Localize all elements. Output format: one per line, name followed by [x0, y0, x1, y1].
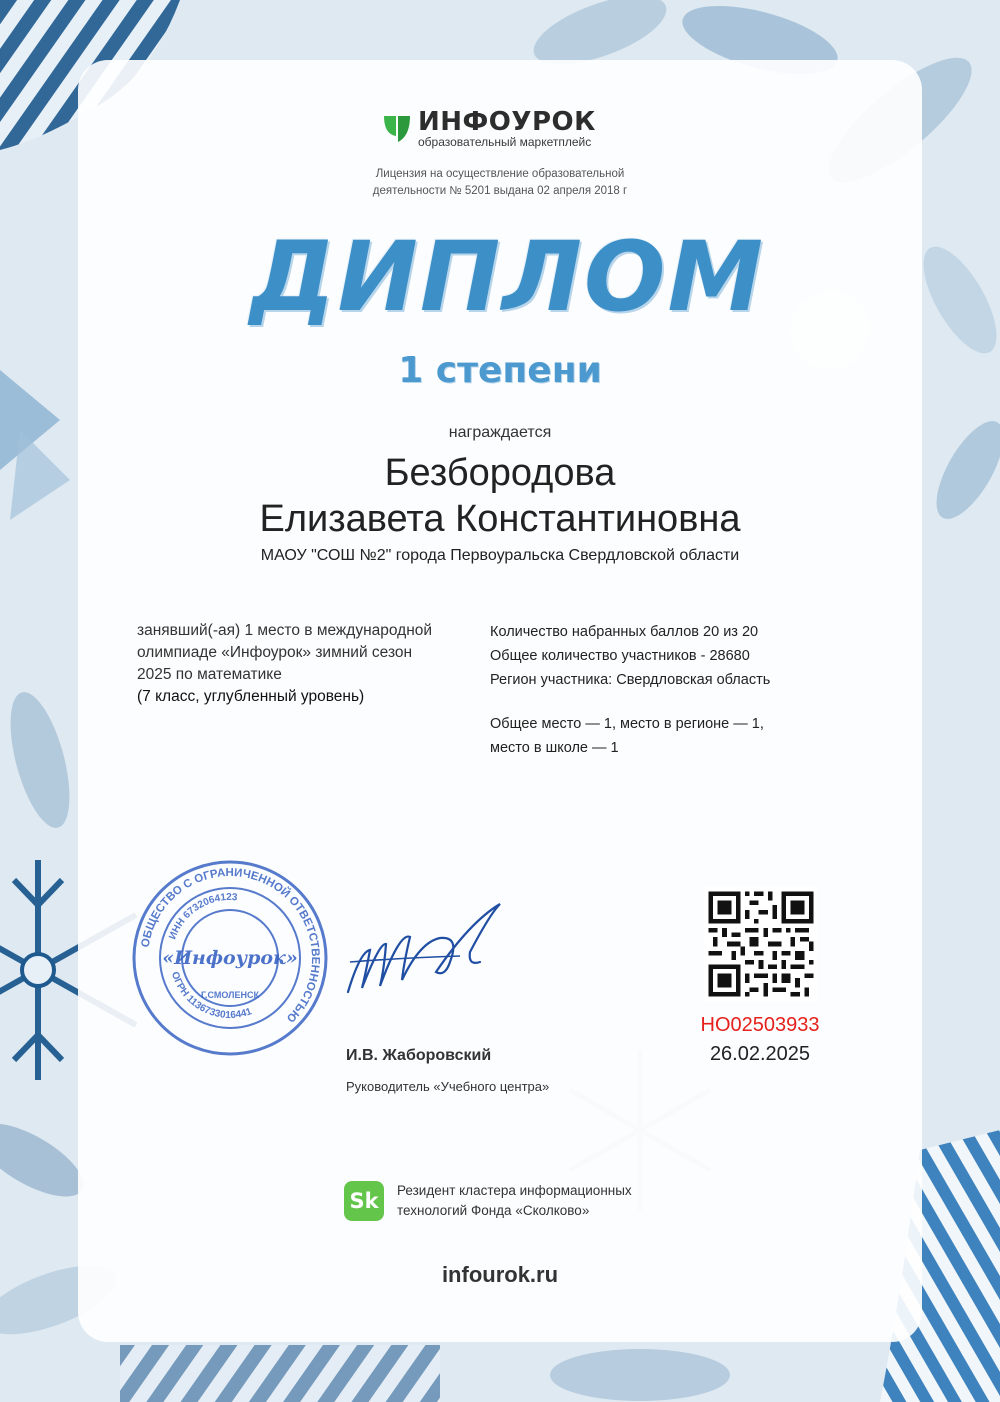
achievement-line-4: (7 класс, углубленный уровень) [137, 688, 365, 705]
svg-text:ИНН 6732064123 [167, 892, 238, 941]
stamp-center: «Инфоурок» [162, 947, 298, 969]
logo-tagline: образовательный маркетплейс [418, 135, 592, 149]
stamp-ogrn: ОГРН 1136733016441 [168, 970, 254, 1022]
infourok-logo [382, 106, 596, 152]
logo-name: ИНФОУРОК [418, 107, 596, 137]
diploma-degree: 1 степени [398, 350, 602, 391]
achievement-line-3: 2025 по математике [137, 666, 282, 683]
participants-line: Общее количество участников - 28680 [490, 648, 750, 664]
region-line: Регион участника: Свердловская область [490, 672, 771, 688]
score-line: Количество набранных баллов 20 из 20 [490, 624, 759, 640]
results-stats [490, 620, 820, 760]
company-stamp [130, 858, 330, 1058]
recipient-school: МАОУ "СОШ №2" города Первоуральска Свердловской области [260, 547, 740, 564]
skolkovo-line-2: технологий Фонда «Сколково» [397, 1203, 590, 1218]
diploma-title: ДИПЛОМ [250, 221, 766, 333]
qr-code[interactable] [704, 887, 818, 1001]
signature [340, 892, 510, 1002]
skolkovo-logo: Sk [344, 1181, 384, 1221]
achievement-line-1: занявший(-ая) 1 место в международной [137, 622, 433, 639]
infourok-leaf-icon [382, 112, 412, 146]
places-line-1: Общее место — 1, место в регионе — 1, [490, 716, 764, 732]
achievement-text [137, 620, 477, 708]
certificate-date: 26.02.2025 [709, 1043, 811, 1065]
stamp-city: Г.СМОЛЕНСК [201, 990, 259, 1000]
license-text [300, 166, 700, 200]
places-line-2: место в школе — 1 [490, 740, 619, 756]
license-line-2: деятельности № 5201 выдана 02 апреля 2018 г [372, 185, 628, 197]
signer-role: Руководитель «Учебного центра» [346, 1079, 550, 1094]
awarded-label: награждается [448, 424, 552, 441]
stamp-inn: ИНН 6732064123 [167, 891, 238, 942]
stamp-outer-text: ОБЩЕСТВО С ОГРАНИЧЕННОЙ ОТВЕТСТВЕННОСТЬЮ [139, 866, 322, 1025]
skolkovo-text [397, 1181, 697, 1221]
recipient-name [150, 450, 850, 542]
license-line-1: Лицензия на осуществление образовательной [375, 168, 625, 180]
recipient-surname: Безбородова [384, 452, 616, 494]
achievement-line-2: олимпиаде «Инфоурок» зимний сезон [137, 644, 413, 661]
skolkovo-line-1: Резидент кластера информационных [397, 1183, 632, 1198]
signer-name: И.В. Жаборовский [346, 1047, 492, 1064]
certificate-code: НО02503933 [700, 1014, 820, 1036]
svg-text:ОБЩЕСТВО С ОГРАНИЧЕННОЙ ОТВЕТС [140, 867, 321, 1024]
website-link[interactable]: infourok.ru [441, 1262, 559, 1287]
recipient-given-names: Елизавета Константиновна [259, 498, 741, 540]
